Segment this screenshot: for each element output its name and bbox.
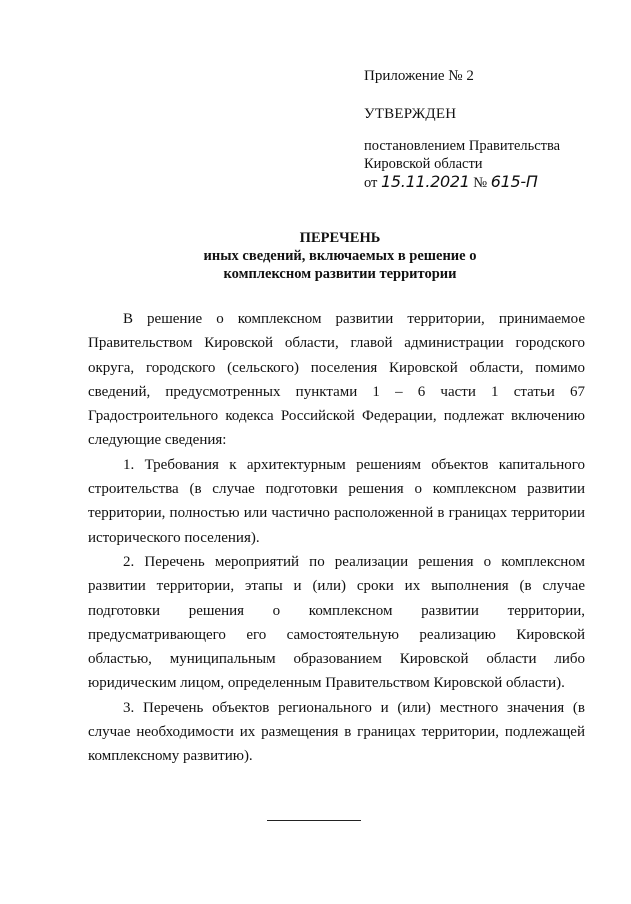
document-title <box>80 229 600 283</box>
intro-paragraph: В решение о комплексном развитии территории, принимаемое Правительством Кировской области, главой администрации городского округа, городского (сельского) поселения Кировской области, помимо сведений, предусмотренных пунктами 1 – 6 части 1 статьи 67 Градостроительного кодекса Российской Федерации, подлежат включению следующие сведения: <box>88 311 585 449</box>
appendix-label: Приложение № 2 <box>364 68 474 84</box>
decree-block <box>364 138 560 193</box>
title-line-3: комплексном развитии территории <box>223 266 457 282</box>
item-3-paragraph: 3. Перечень объектов регионального и (или) местного значения (в случае необходимости их размещения в границах территории, подлежащей комплексному развитию). <box>88 699 585 765</box>
decree-number-label: № <box>473 175 488 191</box>
item-2-paragraph: 2. Перечень мероприятий по реализации решения о комплексном развитии территории, этапы и (или) сроки их выполнения (в случае подготовки решения о комплексном развитии территории, предусматривающего его самостоятельную реализацию Кировской областью, муниципальным образованием Кировской области либо юридическим лицом, определенным Правительством Кировской области). <box>88 553 585 692</box>
decree-line-1: постановлением Правительства <box>364 138 561 154</box>
decree-date-line <box>364 173 560 193</box>
approved-label: УТВЕРЖДЕН <box>364 106 457 122</box>
document-body <box>88 307 585 769</box>
end-divider <box>267 820 361 821</box>
decree-date: 15.11.2021 <box>381 172 470 191</box>
decree-from: от <box>364 175 378 191</box>
decree-number: 615-П <box>490 172 538 191</box>
item-1-paragraph: 1. Требования к архитектурным решениям объектов капитального строительства (в случае подготовки решения о комплексном развитии территории, полностью или частично расположенной в границах территории исторического поселения). <box>88 456 585 546</box>
title-line-1: ПЕРЕЧЕНЬ <box>299 230 381 246</box>
title-line-2: иных сведений, включаемых в решение о <box>203 248 477 264</box>
decree-line-2: Кировской области <box>364 155 483 172</box>
